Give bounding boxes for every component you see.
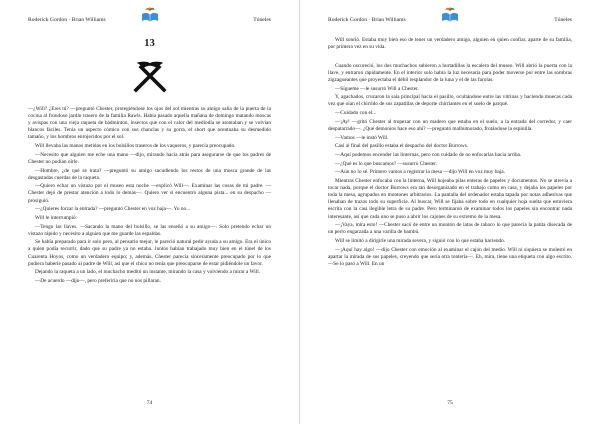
open-book-logo-icon [441, 7, 459, 23]
paragraph: —¿Qué es lo que buscamos? —susurró Chester. [335, 160, 437, 167]
page-number: 74 [146, 400, 153, 406]
header-title: Túneles [554, 17, 572, 23]
paragraph: —Quiero echar un vistazo por el museo esta noche —explicó Will—. Examinar las cosas de mi padre. —Chester dejó de prestar atención a todo lo demás—. Quiero ver si encuentro alguna pista... en su despacho —prosiguió. [28, 183, 271, 204]
paragraph: Y, agachados, cruzaron la sala principal hacia el pasillo, ocultándose entre las vitrinas y haciendo muecas cada vez que oían el chirrido de sus zapatillas de deporte chirriantes en el suelo de parqué. [328, 94, 572, 108]
open-book-logo-icon [141, 7, 159, 23]
chapter-number: 13 [144, 38, 155, 49]
paragraph: —Aquí podemos encender las linternas, pero con cuidado de no enfocarlas hacia arriba. [335, 151, 522, 158]
paragraph: —¿Quieres forzar la entrada? —preguntó Chester en voz baja—. Yo no... [35, 206, 191, 213]
paragraph: —Sígueme —le susurró Will a Chester. [335, 85, 419, 92]
right-body-text [328, 37, 572, 270]
page-number: 75 [447, 400, 453, 406]
scene-break [328, 53, 572, 63]
paragraph: Se había preparado para ir solo pero, al pensarlo mejor, le pareció natural pedir ayuda a su amigo. Era el único a quien podía recurrir, dado que su padre ya no estaba. Juntos habían trabajado muy bien en el túnel de los Cuarenta Hoyos, como un verdadero equipo; y, además, Chester parecía sinceramente preocupado por lo que pudiera haberle pasado al padre de Will, así que el chico no tenía que preocuparse de estar pidiéndole un favor. [28, 239, 271, 267]
paragraph: Will llevaba las manos metidas en los bolsillos traseros de los vaqueros, y parecía preocupado. [35, 143, 236, 150]
paragraph: —¡Aquí hay algo! —dijo Chester con emoción al examinar el cajón del medio. Will ni siquiera se molestó en apartar la mirada de sus papeles, creyendo que sería otra tontería—. Eh, mira, tiene una etiqueta con algo escrito. —Se lo pasó a Will. En un [328, 246, 572, 267]
paragraph: —Vamos —le instó Will. [335, 134, 389, 141]
paragraph: —Tengo las llaves. —Sacando la mano del bolsillo, se las enseñó a su amigo—. Solo pretendo echar un vistazo rápido y necesito a alguien que me guarde las espaldas. [28, 223, 271, 237]
paragraph: Will se limitó a dirigirle una mirada severa, y siguió con lo que estaba haciendo. [335, 237, 506, 244]
right-page [300, 0, 600, 424]
header-title: Túneles [253, 17, 271, 23]
page-header [328, 15, 572, 27]
header-author: Roderick Gordon · Brian Williams [28, 17, 106, 23]
paragraph: —¡Vaya, mira esto! —Chester sacó de entre un montón de latas de tabaco lo que parecía la patita disecada de un perro engarzada a una varilla de bambú. [328, 222, 572, 236]
paragraph: Will le interrumpió: [35, 214, 78, 221]
paragraph: —¿Will? ¿Eres tú? —preguntó Chester, protegiéndose los ojos del sol mientras su amigo salía de la puerta de la cocina al frondoso jardín trasero de la familia Rawls. Había pasado aquella mañana de domingo matando moscas y avispas con una vieja raqueta de bádminton, insectos que con el calor del mediodía se atontaban y se volvían blancos fáciles. Tenía un aspecto cómico con sus chanclas y su gorra, el short que acentuaba su desmedido tamaño, y los hombros enrojecidos por el sol. [28, 106, 271, 141]
paragraph: —Hombre, ¿de qué se trata? —preguntó su amigo sacudiendo los restos de una mosca grande de las desgastadas cuerdas de la raqueta. [28, 167, 271, 181]
paragraph: —¡Ay! —gritó Chester al tropezar con un madero que estaba en el suelo, a la entrada del corredor, y caer despatarrado—. ¿Qué demonios hace eso ahí? —preguntó malhumorado, frotándose la espinilla. [328, 118, 572, 132]
paragraph: —De acuerdo —dijo—, pero preferiría que no nos pillaran. [35, 278, 161, 284]
paragraph: —Aún no lo sé. Primero vamos a registrar la mesa —dijo Will en voz muy baja. [335, 169, 505, 176]
paragraph: Will sonrió. Estaba muy bien eso de tener un verdadero amigo, alguien en quien confiar, aparte de su familia, por primera vez en su vida. [328, 37, 572, 51]
paragraph: —Necesito que alguien me eche una mano —dijo, mirando hacia atrás para asegurarse de que los padres de Chester no podían oírle. [28, 151, 271, 165]
paragraph: Mientras Chester enfocaba con la linterna, Will hojeaba pilas enteras de papeles y documentos. No se atrevía a tocar nada, porque el doctor Burrows era tan desorganizado en el trabajo como en casa, y dejaba los papeles por toda la mesa, agrupados en montones arbitrarios. La pantalla del ordenador estaba tapada por notas adhesivas que llenaban de trazos todo su superficie. Al buscar, Will se fijaba sobre todo en cualquier hoja suelta que estuviera escrita con la casi ilegible letra de su padre. Pero terminaron de examinar todos los papeles sin encontrar nada interesante, así que cada uno se puso a abrir los cajones de su extremo de la mesa. [328, 178, 572, 220]
paragraph: —Cuidado con el... [335, 110, 377, 117]
left-body-text [28, 106, 271, 287]
paragraph: Casi al final del pasillo estaba el despacho del doctor Burrows. [335, 143, 469, 150]
paragraph: Cuando oscureció, los dos muchachos subieron a hurtadillas la escalera del museo. Will abrió la puerta con la llave, y entraron rápidamente. En el interior solo había la luz necesaria para poder moverse por entre las sombras zigzagueantes que proyectaba el débil resplandor de la luna y el de las farolas. [328, 62, 572, 83]
paragraph: Dejando la raqueta a un lado, el muchacho meditó un instante, mirando la casa y volviendo a mirar a Will. [35, 269, 261, 276]
header-author: Roderick Gordon · Brian Williams [328, 17, 406, 23]
page-header [28, 15, 271, 27]
crossed-pickaxes-icon [132, 58, 168, 94]
